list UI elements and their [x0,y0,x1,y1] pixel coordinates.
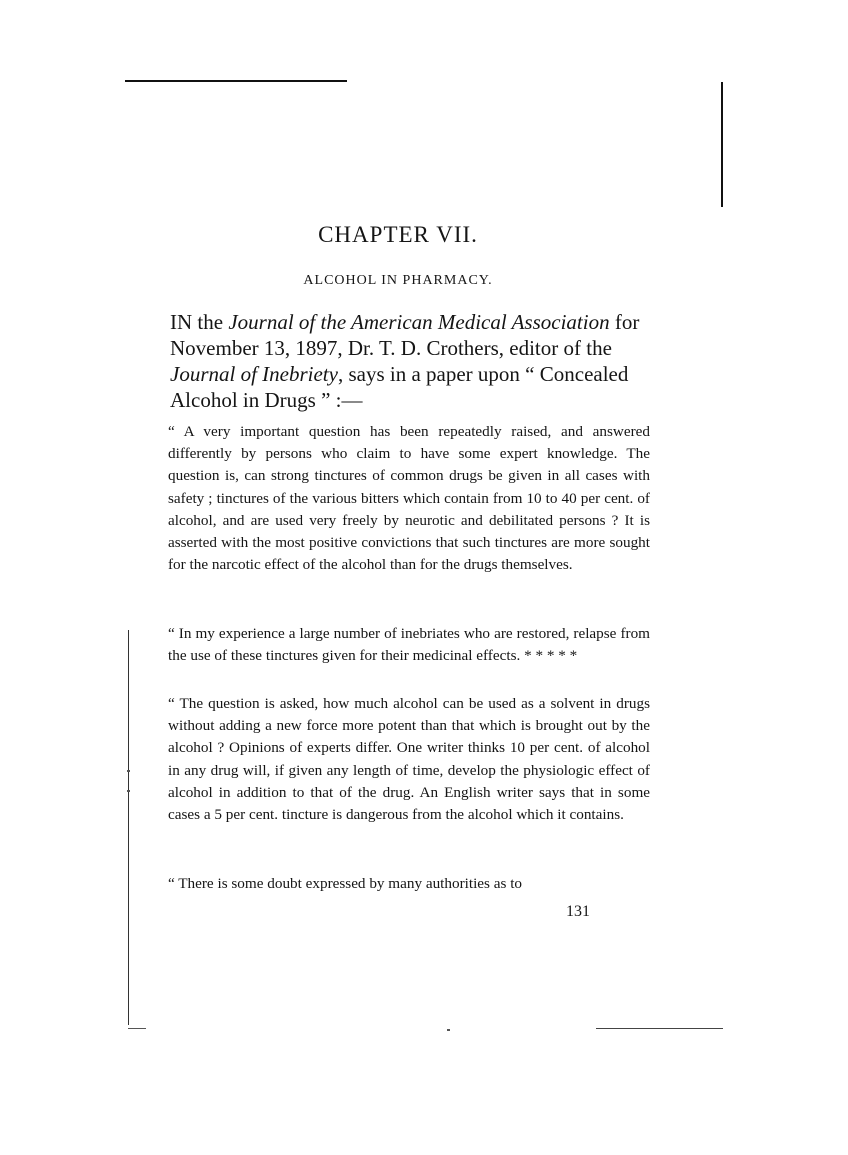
left-margin-rule [128,630,129,1025]
right-margin-rule [721,82,723,207]
intro-paragraph [170,309,650,413]
scan-speck [127,770,130,772]
intro-lead: IN the [170,310,229,334]
bottom-rule [596,1028,723,1029]
quote-paragraph: “ There is some doubt expressed by many authorities as to [168,875,523,892]
page-number: 131 [566,903,590,920]
quote-paragraph: “ The question is asked, how much alcohol can be used as a solvent in drugs without adding a new force more potent than that which is brought out by the alcohol ? Opinions of experts differ. One writer thinks 10 per cent. of alcohol in any drug will, if given any length of time, develop the physiologic effect of alcohol in addition to that of the drug. An English writer says that in some cases a 5 per cent. tincture is dangerous from the alcohol which it contains. [168,695,650,824]
journal-title-ama: Journal of the American Medical Association [228,310,610,334]
section-title: ALCOHOL IN PHARMACY. [303,273,493,288]
left-foot-rule [128,1028,146,1029]
intro-middle: for November 13, 1897, Dr. T. D. Crothers, editor of the [170,310,640,360]
quote-paragraph: “ In my experience a large number of inebriates who are restored, relapse from the use of these tinctures given for their medicinal effects. * * * * * [168,625,650,665]
chapter-title: CHAPTER VII. [318,222,478,247]
scan-speck [447,1029,450,1031]
scan-speck [127,790,130,792]
journal-title-inebriety: Journal of Inebriety [170,362,338,386]
intro-end: , says in a paper upon “ Concealed Alcohol in Drugs ” :— [170,362,629,412]
quote-paragraph: “ A very important question has been repeatedly raised, and answered differently by persons who claim to have some expert knowledge. The question is, can strong tinctures of common drugs be given in all cases with safety ; tinctures of the various bitters which contain from 10 to 40 per cent. of alcohol, and are used very freely by neurotic and debilitated persons ? It is asserted with the most positive convictions that such tinctures are more sought for the narcotic effect of the alcohol than for the drugs themselves. [168,423,650,574]
top-rule [125,80,347,82]
